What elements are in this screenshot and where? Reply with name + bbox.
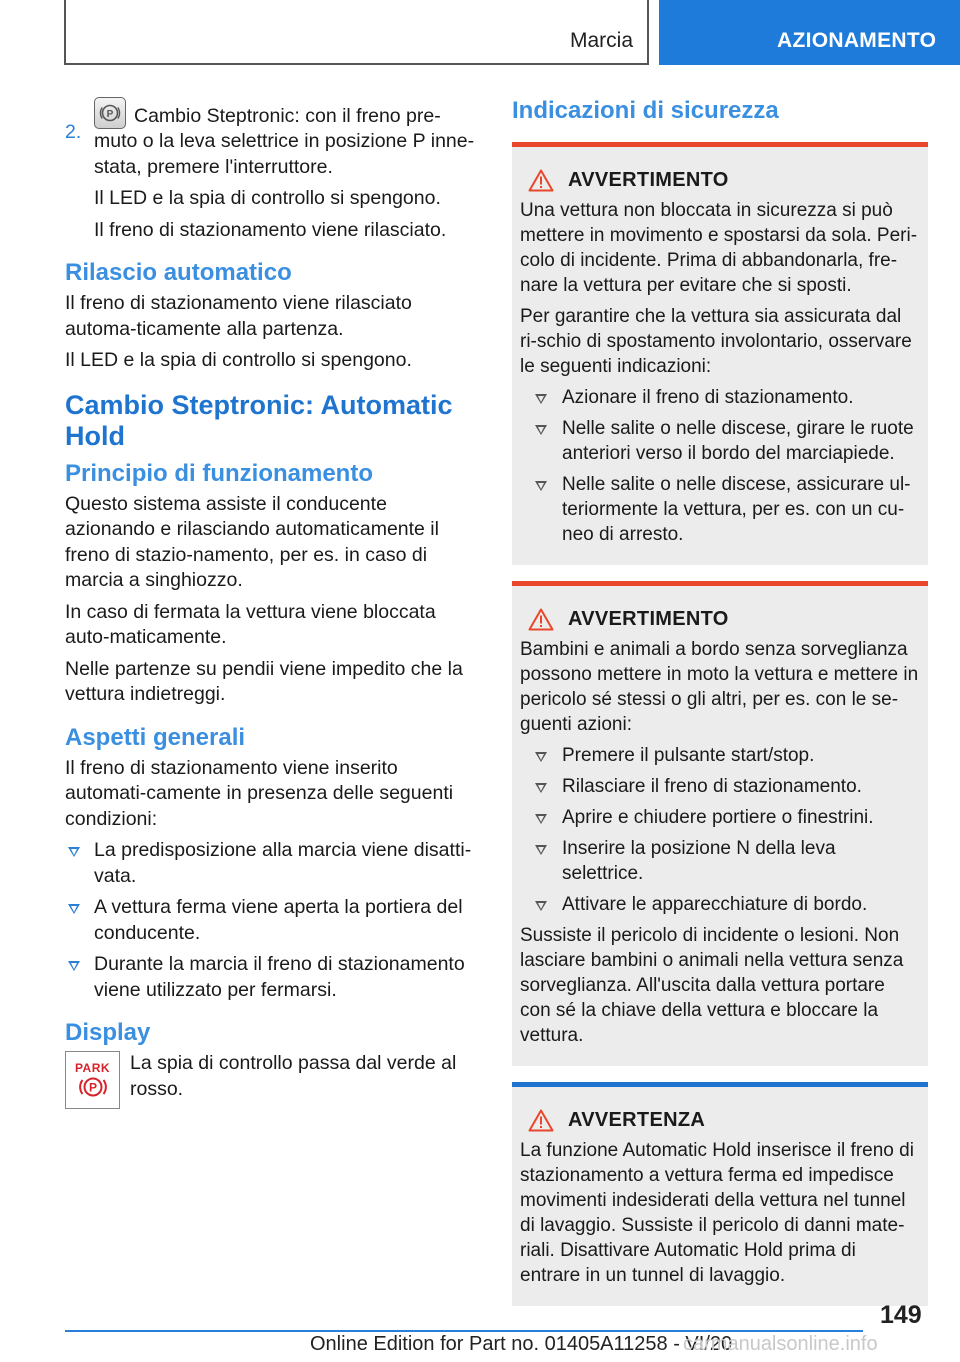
warning-box-1-title: AVVERTIMENTO [568,169,729,191]
warning-box-2-title: AVVERTIMENTO [568,608,729,630]
park-indicator-icon [65,1051,120,1109]
list-item: Inserire la posizione N della leva selettrice. [520,836,920,886]
footer-divider [65,1330,863,1332]
warning-box-1-paragraph-2: Per garantire che la vettura sia assicurata dal ri-schio di spostamento involontario, osservare le seguenti indicazioni: [520,306,912,377]
footer-edition: Online Edition for Part no. 01405A11258 - VI/20 [310,1333,733,1355]
auto-release-heading: Rilascio automatico [65,259,292,286]
notice-box-paragraph: La funzione Automatic Hold inserisce il freno di stazionamento a vettura ferma ed impedisce movimenti indesiderati della vettura nel tunnel di lavaggio. Sussiste il pericolo di danni mate-riali. Disattivare Automatic Hold prima di entrare in un tunnel di lavaggio. [520,1140,914,1286]
list-item: Aprire e chiudere portiere o finestrini. [520,805,920,830]
right-column [512,97,928,1322]
parking-brake-button-icon [94,97,126,129]
step-number: 2. [65,121,82,143]
principle-paragraph-1: Questo sistema assiste il conducente azionando e rilasciando automaticamente il freno di stazio-namento, per es. in caso di marcia a singhiozzo. [65,492,439,591]
notice-box [512,1082,928,1306]
svg-text:P: P [106,109,114,120]
park-word: PARK [74,1060,111,1075]
step-2-sub-2: Il freno di stazionamento viene rilasciato. [94,218,447,241]
left-column [65,97,477,1109]
principle-paragraph-3: Nelle partenze su pendii viene impedito che la vettura indietreggi. [65,657,463,705]
warning-box-2-paragraph-1: Bambini e animali a bordo senza sorveglianza possono mettere in moto la vettura e mettere in pericolo sé stessi o gli altri, per es. con le se-guenti azioni: [520,639,919,735]
list-item: Azionare il freno di stazionamento. [520,385,920,410]
warning-box-1-paragraph-1: Una vettura non bloccata in sicurezza si può mettere in movimento e spostarsi da sola. Peri-colo di incidente. Prima di abbandonarla, fre-nare la vettura per evitare che si sposti. [520,200,918,296]
warning-triangle-icon [528,1109,554,1132]
display-row [65,1051,477,1109]
step-2 [65,97,477,243]
general-heading: Aspetti generali [65,723,246,751]
list-item: La predisposizione alla marcia viene disatti-vata. [65,838,477,889]
list-item: Premere il pulsante start/stop. [520,743,920,768]
list-item: Durante la marcia il freno di stazionamento viene utilizzato per fermarsi. [65,952,477,1003]
list-item: Rilasciare il freno di stazionamento. [520,774,920,799]
svg-text:P: P [88,1080,97,1094]
step-2-sub-1: Il LED e la spia di controllo si spengono. [94,187,441,209]
auto-release-paragraph-2: Il LED e la spia di controllo si spengono. [65,349,412,371]
general-paragraph: Il freno di stazionamento viene inserito automati-camente in presenza delle seguenti condizioni: [65,756,454,830]
header-chapter-label: AZIONAMENTO [777,29,937,52]
footer-watermark: carmanualsonline.info [683,1333,878,1355]
warning-triangle-icon [528,608,554,631]
page-number: 149 [880,1301,922,1329]
header-section-label: Marcia [569,29,633,52]
step-2-line-1: Cambio Steptronic: con il freno pre- [134,104,441,127]
steptronic-heading: Cambio Steptronic: Automatic Hold [65,389,453,451]
notice-box-title: AVVERTENZA [568,1109,706,1131]
list-item: Nelle salite o nelle discese, girare le ruote anteriori verso il bordo del marciapiede. [520,416,920,466]
auto-release-paragraph-1: Il freno di stazionamento viene rilasciato automa-ticamente alla partenza. [65,292,412,340]
header-section-tab [64,0,649,65]
warning-box-2 [512,581,928,1066]
step-2-line-2: muto o la leva selettrice in posizione P inne- [94,130,475,152]
list-item: A vettura ferma viene aperta la portiera del conducente. [65,895,477,946]
display-text: La spia di controllo passa dal verde al rosso. [130,1052,457,1100]
list-item: Attivare le apparecchiature di bordo. [520,892,920,917]
principle-paragraph-2: In caso di fermata la vettura viene bloccata auto-maticamente. [65,600,436,648]
principle-heading: Principio di funzionamento [65,459,373,487]
display-heading: Display [65,1019,151,1046]
warning-box-1 [512,142,928,565]
header-chapter-tab [659,0,960,65]
warning-triangle-icon [528,169,554,192]
list-item: Nelle salite o nelle discese, assicurare ul-teriormente la vettura, per es. con un cu-neo di arresto. [520,472,920,547]
safety-heading: Indicazioni di sicurezza [512,97,779,124]
step-2-line-3: stata, premere l'interruttore. [94,155,333,178]
warning-box-2-paragraph-2: Sussiste il pericolo di incidente o lesioni. Non lasciare bambini o animali nella vettura senza sorveglianza. All'uscita dalla vettura portare con sé la chiave della vettura e bloccare la vettura. [520,925,904,1046]
